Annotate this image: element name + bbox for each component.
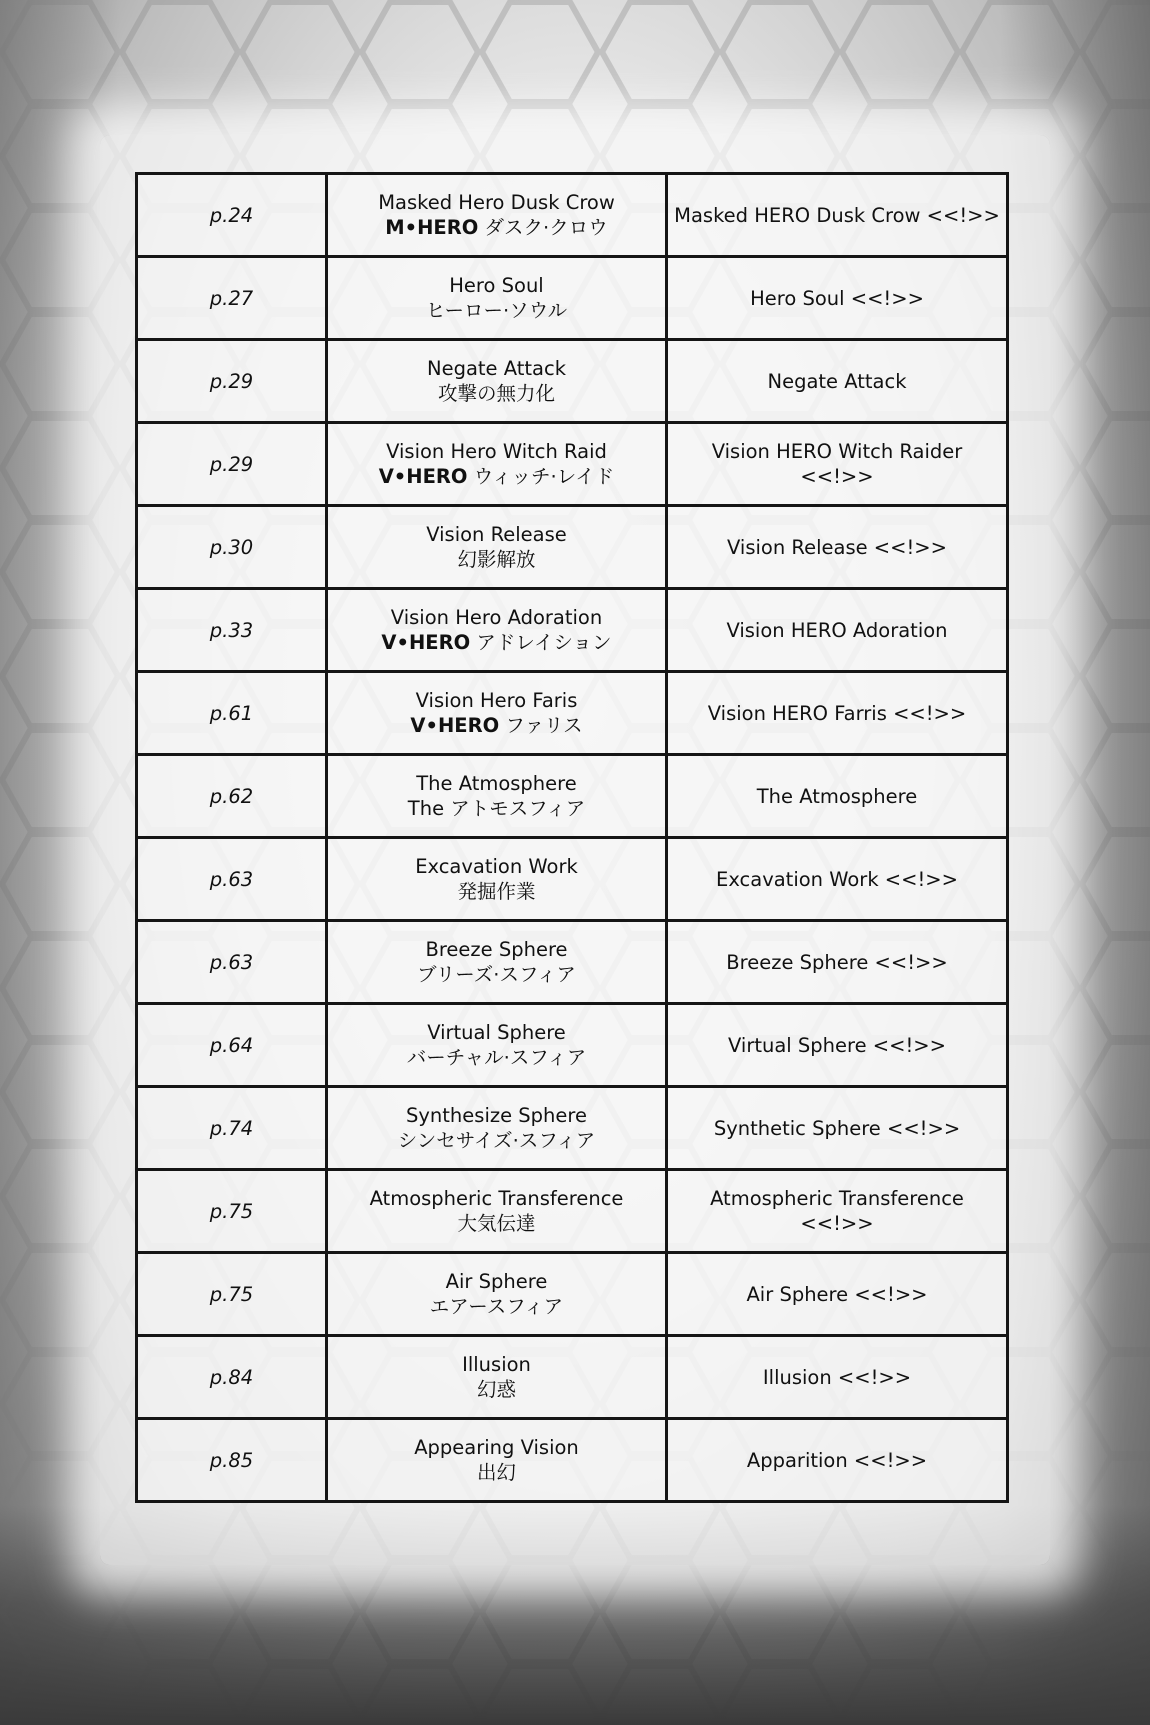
terms-table-body: [137, 174, 1008, 1502]
page-reference-cell: [137, 838, 327, 921]
page-reference-cell: [137, 506, 327, 589]
page-reference: p.29: [209, 369, 254, 393]
original-term-cell: [327, 1170, 667, 1253]
table-row: [137, 257, 1008, 340]
original-japanese-name: [334, 1045, 659, 1070]
original-japanese-text: 幻影解放: [457, 548, 536, 571]
table-row: [137, 1253, 1008, 1336]
translation-cell: [667, 1087, 1008, 1170]
table-row: [137, 672, 1008, 755]
original-term-cell: [327, 589, 667, 672]
translation-cell: [667, 423, 1008, 506]
page-reference: p.27: [209, 286, 254, 310]
original-term-cell: [327, 921, 667, 1004]
translated-term: Air Sphere <<!>>: [746, 1282, 928, 1306]
table-row: [137, 1419, 1008, 1502]
original-english-name: Atmospheric Transference: [369, 1187, 624, 1210]
original-english-name: The Atmosphere: [416, 772, 577, 795]
original-term-cell: [327, 423, 667, 506]
original-japanese-name: [334, 879, 659, 904]
page-reference: p.64: [209, 1033, 254, 1057]
page-reference: p.29: [209, 452, 254, 476]
page-reference: p.75: [209, 1199, 254, 1223]
original-japanese-text: 大気伝達: [457, 1212, 536, 1235]
translated-term: Hero Soul <<!>>: [750, 286, 924, 310]
page-reference-cell: [137, 672, 327, 755]
original-japanese-name: [334, 630, 659, 655]
original-japanese-text: 出幻: [476, 1461, 516, 1484]
table-row: [137, 506, 1008, 589]
translated-term: Vision HERO Adoration: [726, 618, 948, 642]
page-reference-cell: [137, 1253, 327, 1336]
translated-term: Excavation Work <<!>>: [716, 867, 958, 891]
page-reference-cell: [137, 174, 327, 257]
original-term-cell: [327, 1419, 667, 1502]
page-reference: p.63: [209, 950, 254, 974]
translation-cell: [667, 755, 1008, 838]
terms-table: [135, 172, 1009, 1503]
original-english-name: Vision Hero Adoration: [390, 606, 603, 629]
original-japanese-text: 幻惑: [476, 1378, 516, 1401]
original-term-cell: [327, 1253, 667, 1336]
translated-term: Vision HERO Witch Raider <<!>>: [711, 440, 963, 488]
translated-term: Vision HERO Farris <<!>>: [707, 701, 967, 725]
original-japanese-text: アドレイション: [470, 631, 612, 654]
original-english-name: Vision Hero Witch Raid: [386, 440, 607, 463]
page-reference-cell: [137, 1336, 327, 1419]
original-japanese-text: バーチャル·スフィア: [406, 1046, 587, 1069]
translation-cell: [667, 1253, 1008, 1336]
table-row: [137, 423, 1008, 506]
original-japanese-name: [334, 464, 659, 489]
page-reference: p.74: [209, 1116, 254, 1140]
original-prefix: V•HERO: [410, 714, 500, 737]
page-reference-cell: [137, 1004, 327, 1087]
original-english-name: Negate Attack: [426, 357, 566, 380]
original-prefix: M•HERO: [385, 216, 479, 239]
original-japanese-name: [334, 1377, 659, 1402]
original-english-name: Illusion: [462, 1353, 531, 1376]
page-reference-cell: [137, 921, 327, 1004]
translated-term: Synthetic Sphere <<!>>: [713, 1116, 961, 1140]
translated-term: Negate Attack: [767, 369, 907, 393]
original-japanese-text: The アトモスフィア: [407, 797, 586, 820]
table-row: [137, 755, 1008, 838]
translation-cell: [667, 589, 1008, 672]
original-term-cell: [327, 506, 667, 589]
translation-cell: [667, 506, 1008, 589]
original-japanese-text: ファリス: [499, 714, 583, 737]
page-reference-cell: [137, 340, 327, 423]
table-row: [137, 340, 1008, 423]
original-japanese-text: ヒーロー·ソウル: [425, 299, 568, 322]
original-english-name: Vision Hero Faris: [415, 689, 578, 712]
original-prefix: V•HERO: [381, 631, 471, 654]
original-english-name: Masked Hero Dusk Crow: [378, 191, 615, 214]
original-japanese-text: シンセサイズ·スフィア: [397, 1129, 596, 1152]
page-reference-cell: [137, 423, 327, 506]
original-term-cell: [327, 1087, 667, 1170]
translation-cell: [667, 921, 1008, 1004]
translated-term: Illusion <<!>>: [762, 1365, 912, 1389]
original-japanese-text: 攻撃の無力化: [437, 382, 555, 405]
original-english-name: Air Sphere: [445, 1270, 548, 1293]
page-reference-cell: [137, 755, 327, 838]
page-reference-cell: [137, 1087, 327, 1170]
translated-term: Vision Release <<!>>: [727, 535, 947, 559]
original-japanese-name: [334, 381, 659, 406]
original-japanese-name: [334, 1211, 659, 1236]
table-row: [137, 1336, 1008, 1419]
original-japanese-name: [334, 547, 659, 572]
page-reference: p.30: [209, 535, 254, 559]
translated-term: Virtual Sphere <<!>>: [728, 1033, 946, 1057]
original-english-name: Virtual Sphere: [427, 1021, 566, 1044]
original-japanese-name: [334, 215, 659, 240]
original-term-cell: [327, 838, 667, 921]
page-reference: p.84: [209, 1365, 254, 1389]
page-reference: p.63: [209, 867, 254, 891]
original-japanese-text: ウィッチ·レイド: [467, 465, 615, 488]
translation-cell: [667, 340, 1008, 423]
original-japanese-text: ダスク·クロウ: [478, 216, 608, 239]
original-term-cell: [327, 672, 667, 755]
page-reference: p.75: [209, 1282, 254, 1306]
table-row: [137, 1004, 1008, 1087]
translated-term: Masked HERO Dusk Crow <<!>>: [674, 203, 1000, 227]
original-term-cell: [327, 755, 667, 838]
original-english-name: Hero Soul: [449, 274, 544, 297]
translation-cell: [667, 838, 1008, 921]
translated-term: The Atmosphere: [756, 784, 918, 808]
original-japanese-text: ブリーズ·スフィア: [417, 963, 576, 986]
original-japanese-name: [334, 298, 659, 323]
original-japanese-name: [334, 1128, 659, 1153]
original-term-cell: [327, 1336, 667, 1419]
original-japanese-name: [334, 1294, 659, 1319]
page-reference-cell: [137, 1170, 327, 1253]
original-term-cell: [327, 1004, 667, 1087]
page-reference: p.24: [209, 203, 254, 227]
original-english-name: Synthesize Sphere: [406, 1104, 587, 1127]
original-english-name: Vision Release: [426, 523, 567, 546]
translation-cell: [667, 1419, 1008, 1502]
translated-term: Atmospheric Transference <<!>>: [710, 1187, 964, 1235]
page-reference: p.62: [209, 784, 254, 808]
original-term-cell: [327, 340, 667, 423]
original-term-cell: [327, 257, 667, 340]
translation-cell: [667, 257, 1008, 340]
translation-cell: [667, 1004, 1008, 1087]
original-japanese-text: 発掘作業: [457, 880, 536, 903]
translated-term: Apparition <<!>>: [746, 1448, 928, 1472]
original-japanese-name: [334, 713, 659, 738]
page-reference-cell: [137, 1419, 327, 1502]
original-japanese-name: [334, 962, 659, 987]
table-row: [137, 589, 1008, 672]
page-reference: p.61: [209, 701, 254, 725]
table-row: [137, 838, 1008, 921]
page-reference-cell: [137, 589, 327, 672]
translation-cell: [667, 1170, 1008, 1253]
table-row: [137, 1087, 1008, 1170]
original-english-name: Appearing Vision: [414, 1436, 579, 1459]
table-row: [137, 174, 1008, 257]
original-japanese-name: [334, 1460, 659, 1485]
table-row: [137, 921, 1008, 1004]
original-japanese-text: エアースフィア: [429, 1295, 564, 1318]
original-prefix: V•HERO: [378, 465, 468, 488]
original-english-name: Breeze Sphere: [425, 938, 568, 961]
translation-cell: [667, 1336, 1008, 1419]
original-term-cell: [327, 174, 667, 257]
page-reference: p.33: [209, 618, 254, 642]
page-reference-cell: [137, 257, 327, 340]
original-japanese-name: [334, 796, 659, 821]
translation-cell: [667, 672, 1008, 755]
table-row: [137, 1170, 1008, 1253]
page-reference: p.85: [209, 1448, 254, 1472]
translated-term: Breeze Sphere <<!>>: [726, 950, 948, 974]
translation-cell: [667, 174, 1008, 257]
original-english-name: Excavation Work: [415, 855, 578, 878]
